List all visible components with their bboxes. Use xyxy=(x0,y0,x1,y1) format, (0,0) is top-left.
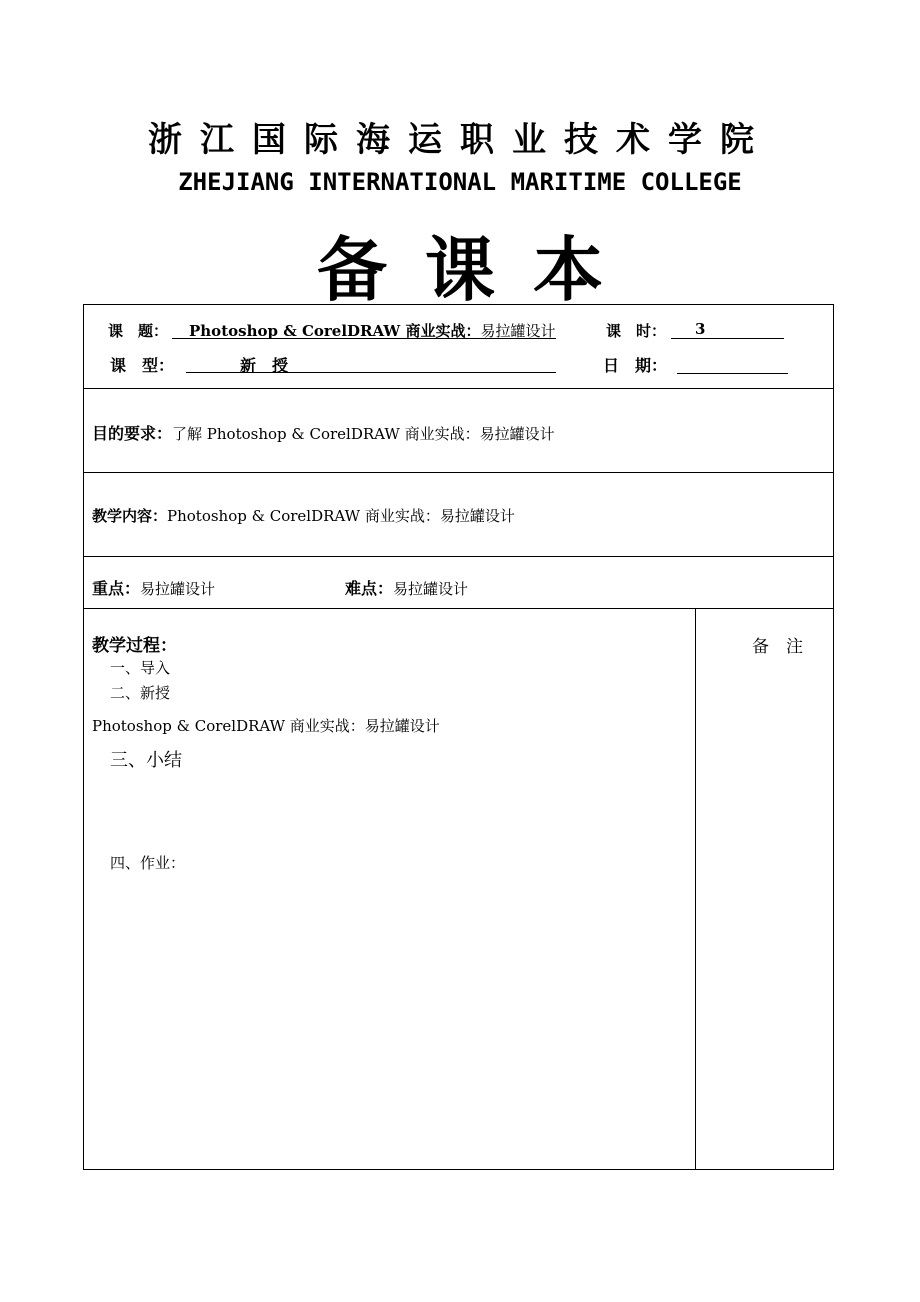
date-value xyxy=(677,353,788,374)
date-label: 日 期： xyxy=(603,356,668,375)
difficulty-label: 难点： xyxy=(345,579,394,598)
difficulty-text: 易拉罐设计 xyxy=(393,580,469,598)
content-text: Photoshop & CorelDRAW 商业实战：易拉罐设计 xyxy=(167,507,515,525)
process-step-homework: 四、作业： xyxy=(110,854,186,872)
notes-label: 备 注 xyxy=(752,637,803,657)
school-name-cn: 浙江国际海运职业技术学院 xyxy=(148,120,772,160)
objective-row xyxy=(92,421,555,444)
process-step-intro: 一、导入 xyxy=(110,659,171,677)
row-divider xyxy=(83,556,834,557)
process-label: 教学过程： xyxy=(92,636,177,656)
hours-label: 课 时： xyxy=(606,322,667,340)
topic-text: 易拉罐设计 xyxy=(480,322,556,340)
row-divider xyxy=(83,472,834,473)
hours-value: 3 xyxy=(671,320,784,339)
document-title: 备课本 xyxy=(317,229,641,311)
topic-bold-text: Photoshop & CorelDRAW 商业实战： xyxy=(189,322,481,340)
row-divider xyxy=(83,388,834,389)
type-value: 新 授 xyxy=(186,353,556,373)
difficulty-row xyxy=(345,576,468,599)
content-row xyxy=(92,505,515,526)
content-label: 教学内容： xyxy=(92,507,168,525)
topic-field xyxy=(172,320,556,339)
process-body: Photoshop & CorelDRAW 商业实战：易拉罐设计 xyxy=(92,717,440,735)
row-divider xyxy=(83,608,834,609)
school-name-en: ZHEJIANG INTERNATIONAL MARITIME COLLEGE xyxy=(178,168,742,196)
topic-label: 课 题： xyxy=(108,322,169,340)
notes-column-divider xyxy=(695,608,696,1170)
key-point-label: 重点： xyxy=(92,579,141,598)
objective-text: 了解 Photoshop & CorelDRAW 商业实战：易拉罐设计 xyxy=(172,425,555,443)
process-step-new: 二、新授 xyxy=(110,684,171,702)
type-label: 课 型： xyxy=(110,356,175,375)
process-step-summary: 三、小结 xyxy=(110,750,182,771)
key-point-text: 易拉罐设计 xyxy=(140,580,216,598)
objective-label: 目的要求： xyxy=(92,424,173,443)
key-point-row xyxy=(92,576,215,599)
